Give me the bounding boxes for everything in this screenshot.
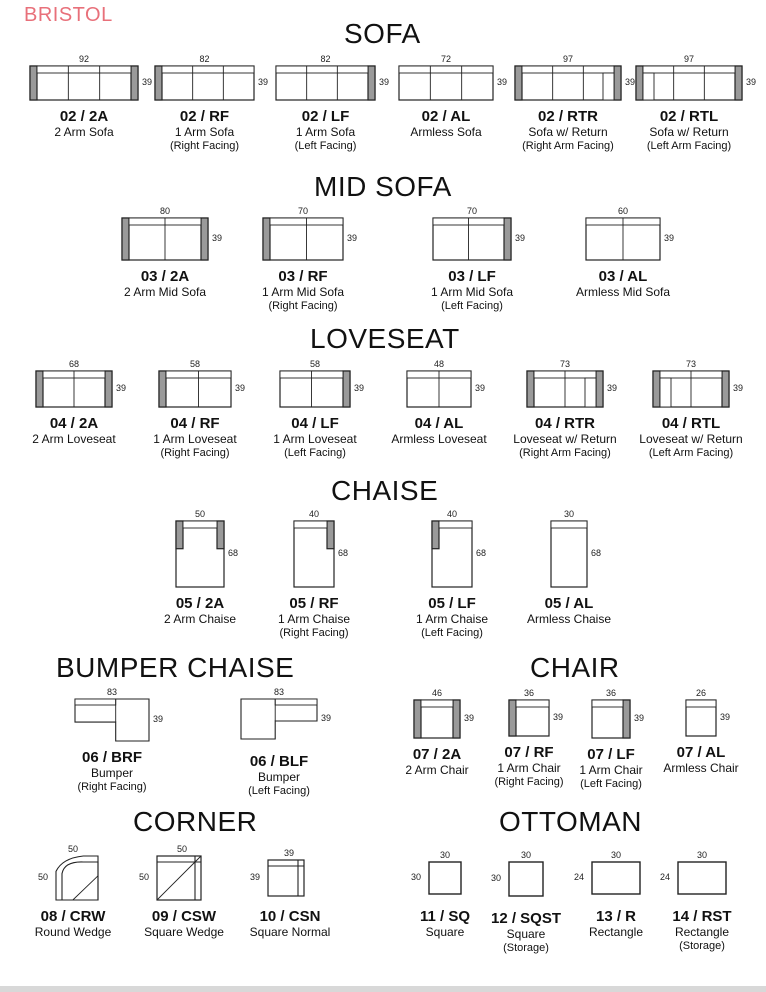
width-dimension: 26 (695, 688, 706, 698)
section-title-ottoman: OTTOMAN (499, 806, 642, 837)
product-code: 13 / R (595, 908, 637, 925)
product-code: 07 / AL (676, 744, 726, 761)
depth-dimension: 39 (464, 713, 475, 723)
depth-dimension: 39 (235, 383, 246, 393)
return-cushion (643, 73, 654, 100)
product-code: 09 / CSW (151, 908, 217, 925)
product-diagram (527, 371, 603, 407)
back-cushion (421, 700, 453, 707)
product-diagram (592, 700, 630, 738)
arm-right (105, 371, 112, 407)
product-facing-note: (Right Arm Facing) (522, 140, 614, 152)
product-description: Square (425, 925, 465, 939)
back-cushion (399, 66, 493, 73)
product-diagram (30, 66, 138, 100)
product-diagram (122, 218, 208, 260)
product-diagram (399, 66, 493, 100)
product-facing-note: (Right Facing) (268, 300, 338, 312)
width-dimension: 30 (696, 850, 707, 860)
arm-left (509, 700, 516, 736)
product-description: Armless Sofa (410, 125, 482, 139)
product-diagram (241, 699, 317, 739)
depth-dimension: 39 (116, 383, 127, 393)
depth-dimension: 39 (379, 77, 390, 87)
product-code: 02 / AL (421, 108, 471, 125)
product-description: 2 Arm Loveseat (32, 432, 116, 446)
depth-dimension: 39 (515, 233, 526, 243)
product-description: Square (506, 927, 546, 941)
width-dimension: 39 (283, 848, 294, 858)
width-dimension: 73 (685, 359, 696, 369)
width-dimension: 30 (610, 850, 621, 860)
product-diagram (280, 371, 350, 407)
depth-dimension: 39 (733, 383, 744, 393)
return-cushion (660, 378, 671, 407)
depth-dimension: 39 (212, 233, 223, 243)
product-description: Sofa w/ Return (649, 125, 729, 139)
product-code: 06 / BLF (249, 753, 309, 770)
arm-right (623, 700, 630, 738)
width-dimension: 82 (199, 54, 210, 64)
product-diagram (407, 371, 471, 407)
product-description: 2 Arm Chaise (163, 612, 237, 626)
product-description: Rectangle (674, 925, 730, 939)
arm-right (201, 218, 208, 260)
product-code: 03 / LF (448, 268, 496, 285)
arm-right (722, 371, 729, 407)
return-cushion (603, 73, 614, 100)
depth-dimension: 39 (497, 77, 508, 87)
product-code: 07 / LF (587, 746, 635, 763)
product-diagram (157, 856, 201, 900)
product-diagram (678, 862, 726, 894)
product-description: 1 Arm Chair (497, 761, 561, 775)
back-cushion (183, 521, 217, 528)
product-code: 02 / RTR (537, 108, 598, 125)
section-title-corner: CORNER (133, 806, 258, 837)
back-cushion (643, 66, 735, 73)
product-diagram (155, 66, 254, 100)
product-description: 1 Arm Loveseat (153, 432, 237, 446)
product-code: 04 / RF (170, 415, 220, 432)
arm-left (636, 66, 643, 100)
product-description: 2 Arm Sofa (54, 125, 114, 139)
depth-dimension: 68 (228, 548, 239, 558)
width-dimension: 50 (67, 844, 78, 854)
arm-left (30, 66, 37, 100)
ottoman-outline (429, 862, 461, 894)
product-description: 1 Arm Chaise (277, 612, 351, 626)
width-dimension: 30 (563, 509, 574, 519)
product-diagram (636, 66, 742, 100)
product-code: 14 / RST (672, 908, 732, 925)
product-diagram (433, 218, 511, 260)
product-description: 2 Arm Chair (405, 763, 469, 777)
product-facing-note: (Left Arm Facing) (648, 447, 734, 459)
return-cushion (585, 378, 596, 407)
ottoman-outline (592, 862, 640, 894)
product-code: 07 / RF (504, 744, 554, 761)
ottoman-outline (509, 862, 543, 896)
product-facing-note: (Storage) (679, 940, 725, 952)
depth-dimension: 39 (664, 233, 675, 243)
product-facing-note: (Right Facing) (279, 627, 349, 639)
depth-dimension: 39 (354, 383, 365, 393)
product-facing-note: (Left Arm Facing) (646, 140, 732, 152)
product-description: Sofa w/ Return (528, 125, 608, 139)
width-dimension: 80 (159, 206, 170, 216)
back-cushion (75, 699, 116, 705)
depth-dimension: 39 (347, 233, 358, 243)
arm-right (131, 66, 138, 100)
depth-dimension: 39 (553, 712, 564, 722)
section-title-bumper-chaise: BUMPER CHAISE (56, 652, 295, 683)
arm-right (504, 218, 511, 260)
product-facing-note: (Left Facing) (421, 627, 483, 639)
section-title-mid-sofa: MID SOFA (314, 171, 452, 202)
section-title-sofa: SOFA (344, 18, 421, 49)
depth-dimension: 68 (476, 548, 487, 558)
product-code: 03 / AL (598, 268, 648, 285)
frame-outline (551, 521, 587, 587)
product-facing-note: (Right Facing) (169, 140, 240, 152)
depth-dimension: 39 (321, 713, 332, 723)
section-title-chaise: CHAISE (331, 475, 439, 506)
product-description: Bumper (257, 770, 301, 784)
width-dimension: 70 (297, 206, 308, 216)
width-dimension: 40 (308, 509, 319, 519)
product-code: 07 / 2A (412, 746, 462, 763)
product-description: 1 Arm Chaise (415, 612, 489, 626)
product-description: 1 Arm Mid Sofa (430, 285, 514, 299)
back-cushion (522, 66, 614, 73)
arm-left (155, 66, 162, 100)
back-cushion (592, 700, 623, 707)
section-title-chair: CHAIR (530, 652, 620, 683)
back-cushion (37, 66, 131, 73)
product-diagram (159, 371, 231, 407)
product-diagram (294, 521, 334, 587)
product-diagram (176, 521, 224, 587)
product-diagram (429, 862, 461, 894)
product-code: 04 / LF (291, 415, 339, 432)
product-description: Armless Chaise (526, 612, 612, 626)
arm-left (432, 521, 439, 549)
depth-dimension: 39 (250, 872, 261, 882)
product-facing-note: (Left Facing) (580, 778, 642, 790)
product-code: 05 / 2A (175, 595, 225, 612)
back-cushion (516, 700, 549, 707)
product-diagram (268, 860, 304, 896)
width-dimension: 92 (78, 54, 89, 64)
product-code: 10 / CSN (259, 908, 321, 925)
product-diagram (414, 700, 460, 738)
width-dimension: 82 (320, 54, 331, 64)
width-dimension: 83 (106, 687, 117, 697)
arm-left (176, 521, 183, 549)
product-diagram (686, 700, 716, 736)
width-dimension: 40 (446, 509, 457, 519)
arm-left (414, 700, 421, 738)
product-description: Bumper (90, 766, 134, 780)
depth-dimension: 24 (574, 872, 585, 882)
width-dimension: 48 (433, 359, 444, 369)
product-description: 1 Arm Mid Sofa (261, 285, 345, 299)
product-description: Armless Chair (663, 761, 739, 775)
product-code: 04 / AL (414, 415, 464, 432)
depth-dimension: 39 (746, 77, 757, 87)
product-diagram (509, 700, 549, 736)
arm-right (735, 66, 742, 100)
product-diagram (263, 218, 343, 260)
product-description: Armless Mid Sofa (575, 285, 671, 299)
arm-right (368, 66, 375, 100)
product-code: 02 / RF (179, 108, 230, 125)
product-description: Loveseat w/ Return (639, 432, 743, 446)
product-diagram (551, 521, 587, 587)
product-facing-note: (Left Facing) (284, 447, 346, 459)
product-diagram (653, 371, 729, 407)
width-dimension: 60 (617, 206, 628, 216)
arm-left (653, 371, 660, 407)
product-facing-note: (Left Facing) (441, 300, 503, 312)
depth-dimension: 39 (258, 77, 269, 87)
product-diagram (592, 862, 640, 894)
product-code: 04 / 2A (49, 415, 99, 432)
arm-right (217, 521, 224, 549)
product-code: 12 / SQST (490, 910, 562, 927)
arm-left (122, 218, 129, 260)
back-cushion (439, 521, 472, 528)
product-diagram (586, 218, 660, 260)
product-facing-note: (Right Facing) (77, 781, 147, 793)
brand-title: BRISTOL (24, 4, 113, 26)
product-description: Square Wedge (144, 925, 224, 939)
depth-dimension: 50 (139, 872, 150, 882)
arm-right (343, 371, 350, 407)
product-description: 1 Arm Chair (579, 763, 643, 777)
depth-dimension: 39 (625, 77, 636, 87)
product-description: Armless Loveseat (391, 432, 487, 446)
arm-left (36, 371, 43, 407)
product-facing-note: (Left Facing) (294, 140, 357, 152)
product-code: 04 / RTL (661, 415, 721, 432)
depth-dimension: 24 (660, 872, 671, 882)
width-dimension: 72 (440, 54, 451, 64)
depth-dimension: 39 (720, 712, 731, 722)
width-dimension: 58 (309, 359, 320, 369)
product-code: 04 / RTR (534, 415, 595, 432)
width-dimension: 58 (189, 359, 200, 369)
product-diagram (509, 862, 543, 896)
width-dimension: 46 (431, 688, 442, 698)
product-facing-note: (Right Arm Facing) (519, 447, 611, 459)
width-dimension: 50 (194, 509, 205, 519)
width-dimension: 97 (562, 54, 573, 64)
product-facing-note: (Right Facing) (494, 776, 564, 788)
depth-dimension: 39 (634, 713, 645, 723)
width-dimension: 30 (520, 850, 531, 860)
width-dimension: 83 (273, 687, 284, 697)
width-dimension: 36 (523, 688, 534, 698)
product-code: 03 / 2A (140, 268, 190, 285)
depth-dimension: 39 (142, 77, 153, 87)
depth-dimension: 30 (491, 873, 502, 883)
product-description: Loveseat w/ Return (513, 432, 617, 446)
back-cushion (162, 66, 254, 73)
product-code: 06 / BRF (81, 749, 142, 766)
depth-dimension: 68 (591, 548, 602, 558)
back-cushion (294, 521, 327, 528)
back-cushion (276, 66, 368, 73)
corner-outline (268, 860, 304, 896)
product-facing-note: (Left Facing) (248, 785, 310, 797)
back-cushion (551, 521, 587, 528)
product-diagram (36, 371, 112, 407)
product-description: Rectangle (588, 925, 644, 939)
depth-dimension: 50 (38, 872, 49, 882)
product-description: 1 Arm Sofa (295, 125, 356, 139)
product-code: 05 / RF (289, 595, 339, 612)
section-title-loveseat: LOVESEAT (310, 323, 460, 354)
arm-right (453, 700, 460, 738)
depth-dimension: 39 (475, 383, 486, 393)
product-code: 02 / 2A (59, 108, 109, 125)
product-code: 05 / LF (428, 595, 476, 612)
product-code: 02 / RTL (659, 108, 719, 125)
ottoman-outline (678, 862, 726, 894)
product-description: 2 Arm Mid Sofa (123, 285, 207, 299)
product-diagram (432, 521, 472, 587)
width-dimension: 97 (683, 54, 694, 64)
product-diagram (515, 66, 621, 100)
product-code: 11 / SQ (419, 908, 471, 925)
width-dimension: 36 (605, 688, 616, 698)
arm-left (263, 218, 270, 260)
product-diagram (276, 66, 375, 100)
width-dimension: 50 (176, 844, 187, 854)
arm-left (159, 371, 166, 407)
width-dimension: 73 (559, 359, 570, 369)
back-cushion (275, 699, 317, 705)
width-dimension: 70 (466, 206, 477, 216)
product-facing-note: (Right Facing) (160, 447, 230, 459)
product-description: Round Wedge (34, 925, 112, 939)
depth-dimension: 68 (338, 548, 349, 558)
product-description: Square Normal (249, 925, 331, 939)
width-dimension: 68 (68, 359, 79, 369)
depth-dimension: 39 (153, 714, 164, 724)
product-diagram (75, 699, 149, 741)
depth-dimension: 39 (607, 383, 618, 393)
arm-right (614, 66, 621, 100)
depth-dimension: 30 (411, 872, 422, 882)
product-description: 1 Arm Loveseat (273, 432, 357, 446)
arm-left (515, 66, 522, 100)
back-cushion (686, 700, 716, 707)
product-code: 02 / LF (301, 108, 350, 125)
product-facing-note: (Storage) (503, 942, 549, 954)
page-footer-bar (0, 986, 766, 992)
product-description: 1 Arm Sofa (174, 125, 235, 139)
product-code: 08 / CRW (40, 908, 106, 925)
arm-right (327, 521, 334, 549)
arm-right (596, 371, 603, 407)
arm-left (527, 371, 534, 407)
width-dimension: 30 (439, 850, 450, 860)
product-diagram (56, 856, 98, 900)
product-code: 05 / AL (544, 595, 594, 612)
product-code: 03 / RF (278, 268, 328, 285)
